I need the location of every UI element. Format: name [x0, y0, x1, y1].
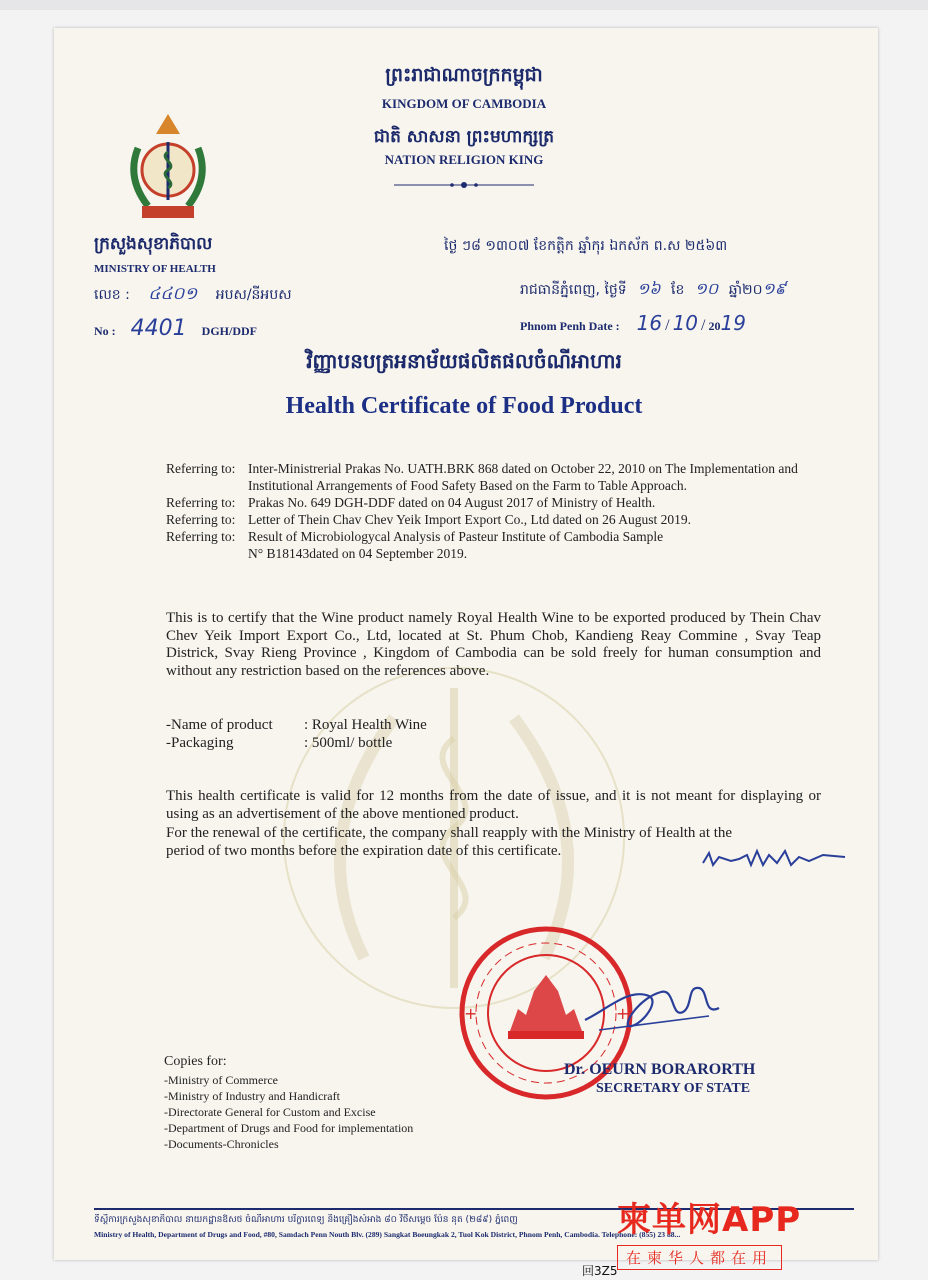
secretary-signature — [579, 968, 729, 1048]
watermark-brand: 柬单网APP — [617, 1200, 802, 1240]
footer-address-en: Ministry of Health, Department of Drugs and Food, #80, Samdach Penn Nouth Blv. (289) Sangkat Boeungkak 2, Tuol Kok District, Phnom Penh, Cambodia. Telephone: (855) 23 88... — [94, 1230, 681, 1239]
reference-row — [166, 460, 846, 494]
date-kh-month: ១០ — [694, 279, 719, 298]
reference-text: Inter-Ministrerial Prakas No. UATH.BRK 868 dated on October 22, 2010 on The Implementation and Institutional Arrangements of Food Safety Based on the Farm to Table Approach. — [248, 461, 798, 493]
certificate-title-en: Health Certificate of Food Product — [285, 393, 643, 419]
phnom-penh-date-line: Phnom Penh Date : 16 / 10 / 2019 — [520, 311, 746, 335]
signatory-name: Dr. OEURN BORARORTH — [564, 1061, 756, 1078]
reference-label: Referring to: — [166, 512, 236, 527]
svg-text:+: + — [616, 1004, 630, 1023]
renewal-paragraph: For the renewal of the certificate, the company shall reapply with the Ministry of Health at the period of two months before the expiration date of this certificate. — [166, 825, 733, 859]
packaging-value: : 500ml/ bottle — [304, 735, 393, 751]
validity-paragraph: This health certificate is valid for 12 months from the date of issue, and it is not meant for displaying or using as an advertisement of the above mentioned product. — [166, 788, 821, 822]
reference-text: Result of Microbiologycal Analysis of Pasteur Institute of Cambodia Sample N° B18143dated on 04 September 2019. — [248, 529, 664, 561]
packaging-line — [166, 735, 392, 752]
ministry-emblem-icon — [118, 108, 218, 228]
motto-kh-heading: ជាតិ សាសនា ព្រះមហាក្សត្រ — [373, 127, 555, 147]
reference-label: Referring to: — [166, 529, 236, 544]
copies-item: -Ministry of Industry and Handicraft — [164, 1089, 340, 1103]
reference-text: Prakas No. 649 DGH-DDF dated on 04 August 2017 of Ministry of Health. — [248, 495, 656, 510]
reference-kh-suffix: អបស/នីអបស — [215, 287, 292, 303]
reference-no-suffix: DGH/DDF — [201, 324, 258, 338]
phnom-penh-date-label: Phnom Penh Date : — [520, 319, 620, 333]
date-year: 19 — [720, 311, 746, 335]
motto-en-heading: NATION RELIGION KING — [384, 152, 544, 167]
certificate-title-kh: វិញ្ញាបនបត្រអនាម័យផលិតផលចំណីអាហារ — [306, 349, 622, 373]
reference-no-line — [94, 316, 257, 341]
references-list — [166, 460, 846, 562]
header-ornament-divider — [394, 180, 534, 190]
copies-item: -Department of Drugs and Food for implementation — [164, 1121, 414, 1135]
product-name-value: : Royal Health Wine — [304, 717, 427, 733]
packaging-label: -Packaging — [166, 735, 234, 751]
initials-signature — [699, 843, 849, 873]
copies-item: -Directorate General for Custom and Excise — [164, 1105, 376, 1119]
copies-item: -Documents-Chronicles — [164, 1137, 279, 1151]
reference-row — [166, 494, 846, 511]
signatory-title: SECRETARY OF STATE — [596, 1081, 751, 1096]
kingdom-en-heading: KINGDOM OF CAMBODIA — [381, 96, 547, 111]
top-bar — [0, 0, 928, 10]
copies-heading: Copies for: — [164, 1054, 227, 1069]
date-kh-month-label: ខែ — [671, 282, 685, 298]
copies-list — [164, 1054, 413, 1152]
product-name-label: -Name of product — [166, 717, 273, 733]
reference-kh-number: ៤៤០១ — [148, 284, 198, 304]
watermark-slogan: 在柬华人都在用 — [617, 1245, 782, 1270]
date-year-prefix: 20 — [708, 319, 721, 333]
app-watermark — [617, 1192, 927, 1270]
lunar-date-kh: ថ្ងៃ ៗ៨ ១៣០៧ ខែកត្ដិក ឆ្នាំកុរ ឯកស័ក ព.ស ២៥៦៣ — [444, 238, 728, 254]
reference-no-number: 4401 — [130, 316, 187, 341]
qr-code-label: 回3Z5 — [582, 1264, 618, 1278]
product-name-line — [166, 717, 427, 734]
certificate-document — [54, 28, 878, 1260]
footer-address-kh: ទីស្ដីការក្រសួងសុខាភិបាល នាយកដ្ឋានឱសថ ចំណីអាហារ បរិក្ខារពេទ្យ និងគ្រឿងសំអាង ៨០ វិថីសម្ដេច ប៉ែន នុត (២៨៩) ភ្នំពេញ — [94, 1215, 518, 1225]
date-month: 10 — [672, 311, 699, 335]
date-kh-day: ១៦ — [637, 279, 661, 298]
date-kh-year-label: ឆ្នាំ២០ — [728, 282, 763, 298]
ministry-kh-name: ក្រសួងសុខាភិបាល — [94, 234, 213, 254]
reference-row — [166, 511, 846, 528]
ministry-en-name: MINISTRY OF HEALTH — [94, 263, 216, 275]
certify-paragraph: This is to certify that the Wine product namely Royal Health Wine to be exported produced by Thein Chav Chev Yeik Import Export Co., Ltd, located at St. Phum Chob, Kandieng Reay Commine , Svay Teap Districk, Svay Rieng Province , Kingdom of Cambodia can be sold freely for human consumption and without any restriction based on the references above. — [166, 610, 821, 679]
date-day: 16 — [636, 311, 663, 335]
reference-label: Referring to: — [166, 461, 236, 476]
copies-item: -Ministry of Commerce — [164, 1073, 278, 1087]
date-kh-year: ១៩ — [762, 279, 786, 298]
svg-text:+: + — [464, 1004, 478, 1023]
reference-kh-label: លេខ : — [94, 287, 130, 303]
kingdom-kh-heading: ព្រះរាជាណាចក្រកម្ពុជា — [385, 64, 543, 86]
reference-no-label: No : — [94, 324, 116, 338]
date-kh-line — [520, 278, 786, 302]
reference-kh-line — [94, 283, 292, 308]
date-kh-city: រាជធានីភ្នំពេញ, ថ្ងៃទី — [520, 282, 627, 298]
reference-text: Letter of Thein Chav Chev Yeik Import Export Co., Ltd dated on 26 August 2019. — [248, 512, 691, 527]
reference-row — [166, 528, 846, 562]
reference-label: Referring to: — [166, 495, 236, 510]
